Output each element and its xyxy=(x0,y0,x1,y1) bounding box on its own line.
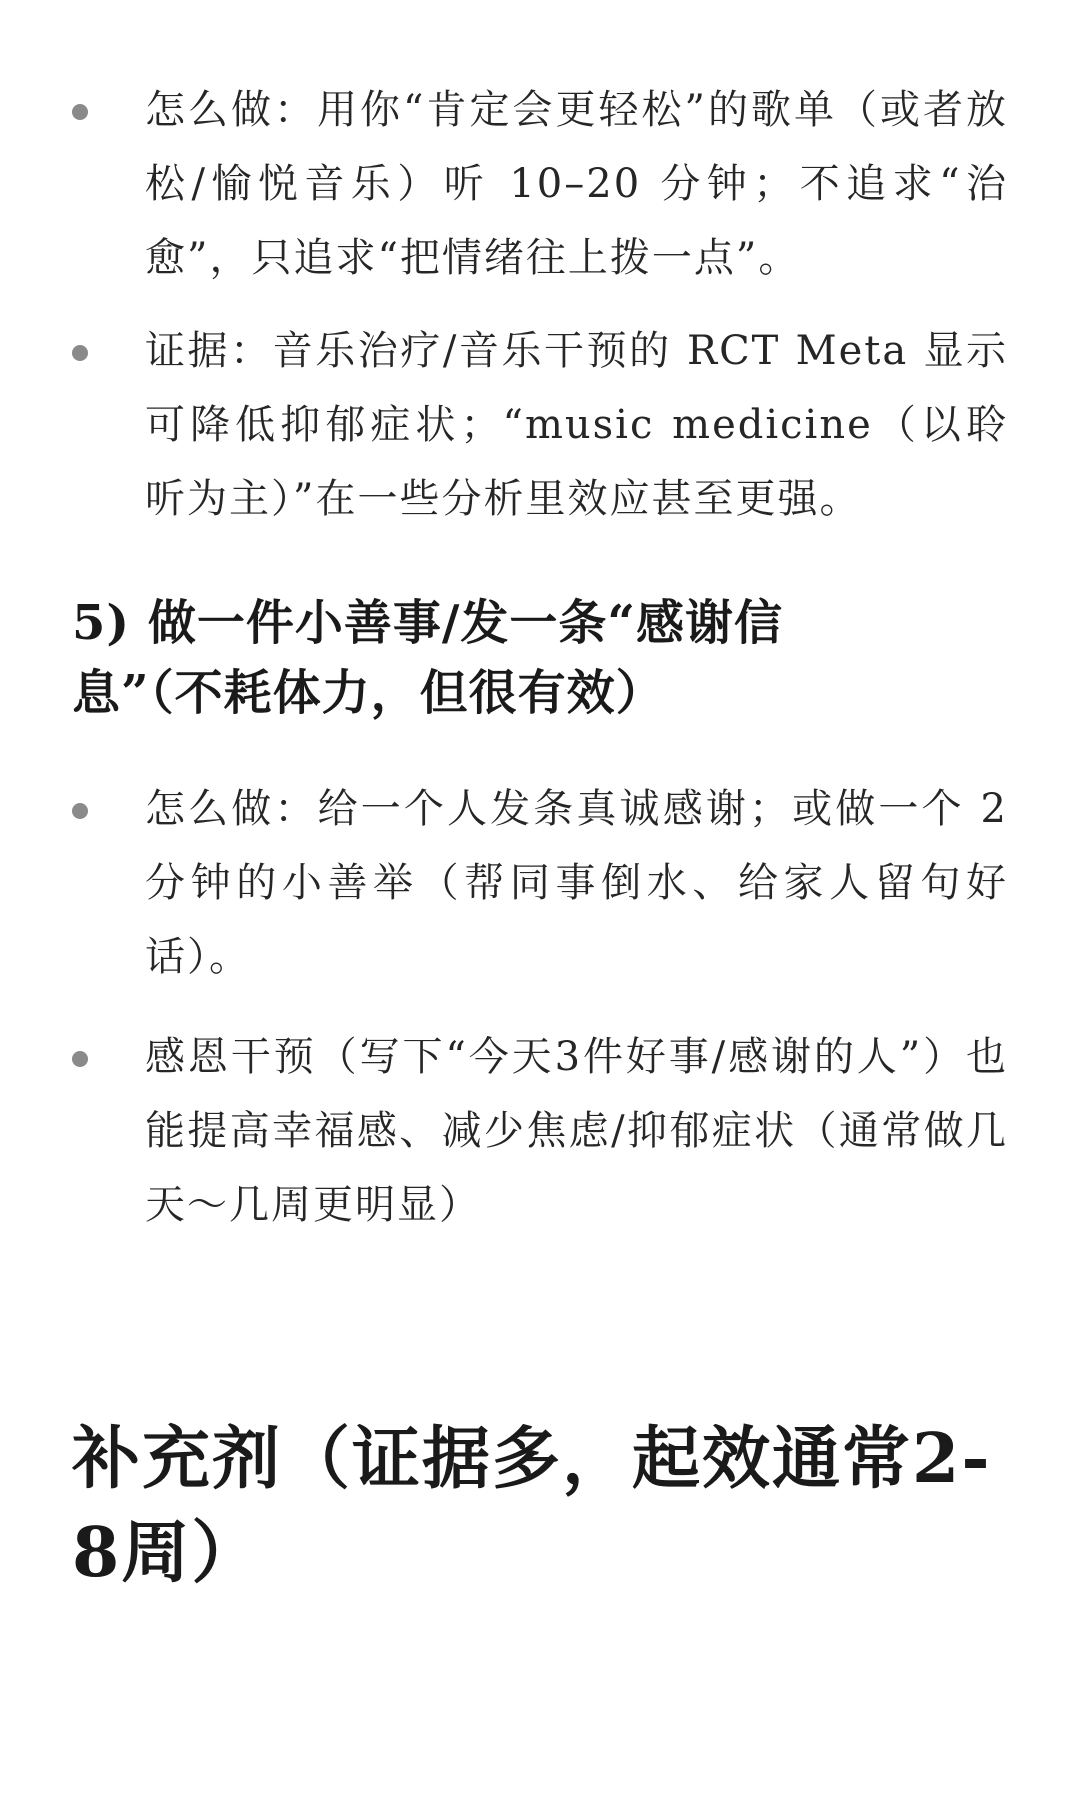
bullet-text: 感恩干预（写下“今天3件好事/感谢的人”）也能提高幸福感、减少焦虑/抑郁症状（通常做几天～几周更明显） xyxy=(145,1034,1008,1228)
section-heading-kindness: 5) 做一件小善事/发一条“感谢信息”（不耗体力，但很有效） xyxy=(72,595,783,721)
list-item xyxy=(0,73,1080,295)
bullet-dot-icon xyxy=(72,104,88,120)
section-heading-supplements: 补充剂（证据多，起效通常2-8周） xyxy=(72,1419,992,1593)
list-item xyxy=(0,314,1080,536)
list-item xyxy=(0,772,1080,994)
music-bullet-list xyxy=(0,73,1080,536)
bullet-dot-icon xyxy=(72,345,88,361)
bullet-dot-icon xyxy=(72,1051,88,1067)
bullet-text: 怎么做：给一个人发条真诚感谢；或做一个 2 分钟的小善举（帮同事倒水、给家人留句好话）。 xyxy=(145,786,1008,980)
kindness-bullet-list xyxy=(0,772,1080,1242)
list-item xyxy=(0,1020,1080,1242)
bullet-text: 怎么做：用你“肯定会更轻松”的歌单（或者放松/愉悦音乐）听 10–20 分钟；不追求“治愈”，只追求“把情绪往上拨一点”。 xyxy=(145,87,1008,281)
bullet-dot-icon xyxy=(72,803,88,819)
bullet-text: 证据：音乐治疗/音乐干预的 RCT Meta 显示可降低抑郁症状；“music medicine（以聆听为主）”在一些分析里效应甚至更强。 xyxy=(145,328,1008,522)
